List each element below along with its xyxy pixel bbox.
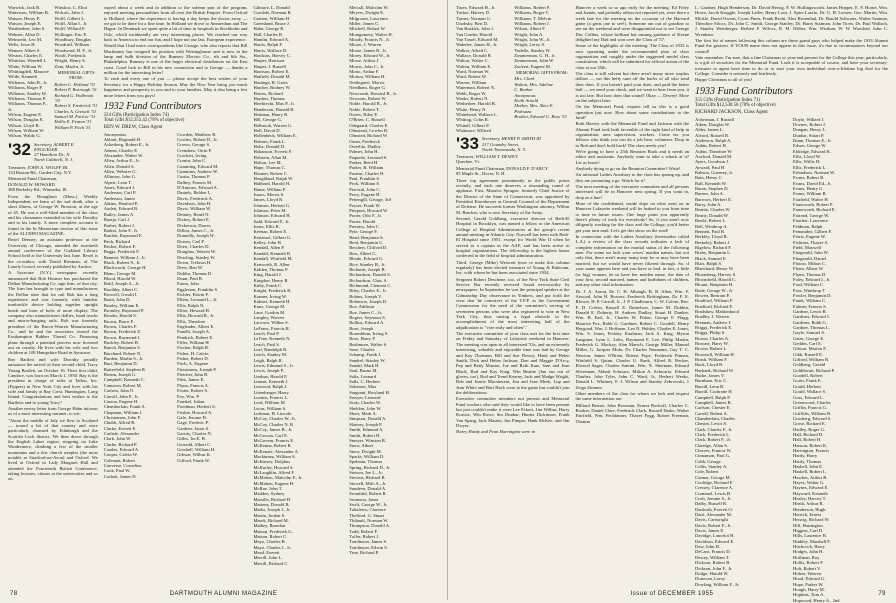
memorial-gifts-heading: MEMORIAL GIFTS FROM: <box>515 70 568 76</box>
class-note-paragraph: Both Harvey with the Memorial Fund and Jackson with the Alumni Fund took both favorable of the right kind of help in organization, area supervision, workers. Come on, you fellows who think you can do a job here, volunteer. Drop in to Bob and don't hold back! The class needs you! <box>575 121 690 148</box>
class-note-paragraph: An informal Ladies Auxiliary to the class has sprung up, and they are promoting a go. Watch for it! <box>575 172 690 183</box>
contributor-names: Doyle, Willard J. Dovnes, Robert J. Dungan, Henry L. Dunbar, Stuart P. Dunn, Thomas E., Jr. Edson, George W. Eldridge, Edward K. Ellis, Lloyd W. Ellis, Willis H. Ellis, Frederick L. Erlandson, Norman W. Evans, Robert B. Evans, David Ed., Jr. Evans, Henry G. Evans, William B. Fairfield, Walter H. Farnsworth, Robert P. Farnsworth, Richard E. Farrand, George W. Faucher, Lawrence Feldman, Ralph Fernandez, Gilbert F. Ferris, Eugene W. Fichiner, Thayer A. Field, Maxwell Fitzgerald, John W. Fitzgerald, Daniel Flotow, Milton C. Flynn, Albert W. Flynn, Thomas D. Foley, Edward J., Jr. Ford, William C. Foss, Winthrop T. Fowler, Benjamin D. Frank, William C. Fulmer, Francis S. Gardner, Lewis B. Gardiner, Edward J. Gardiner, Robb G. Gardner, Thomas L. Gayle, Samuel A. Gates, George E. Geddes, Carl E. Gibson, Marion F. Gibb, Russell E. Gifford, William B. Goldberg, Gerald Goldthwait, Richard P. Goodell, Robert Gorin, Frank E. Gould, Herbert Gould, Wallace S. Goss, Edward L. Greenwood, Charles Griffin, Francis G. Griffiths, William B. Grosberg, Edward S. Grose, Richard E. Hadley, Roger G. Hall, Richard D. Hall, Robert H. Hanson, Robert K. Harrington, Francis Hardy, Harry Hardy, Thomas Haskell, John E. Haskell, Robert L. Hawkes, Arthur B. Hayes, Walter G. Haynes, Edward E. Hayward, Kenneth Healey, Harvey T. Heath, Arthur B. Henderson, Hugh Herrick, Ernest Herzog, Richard W. Hill, Harrington Higgins, Carl D. Hills, Laurence H. Hinkley, Marshall F. Hitchcock, Harry Hodges, John H. Hoffman, Roy Hollis, Robert F. Holt, Robert V. Holzer, Warren Hood, Edward G. Hope, Parker W. Hough, Harry M. Hopkins, Tom A. Hopwood, Henry A., 2nd <box>793 116 840 603</box>
right-page <box>448 0 896 603</box>
class-treasurer: Treasurer, JOHN A. WOLFF JR. 134 Ruston Rd., Garden City, N.Y. <box>8 164 72 176</box>
class-note-paragraph: Third, George (Mike) Westcott (now to make this column regularly) has been elected treasurer of Young & Rubicam, Inc. with whom he has been associated since 1934. <box>456 259 570 276</box>
class-note-paragraph: Would that I had more correspondents like George, who also reports that Bill Mackinney has resigned his position with Westinghouse and is now in the lamp and bulb division of the Rumsey Electric Co., rth and 6th Sts., Philadelphia. Rumsey is one of the larger electrical distributors on the East coast. Good luck to Bill in his new connection and to George — thanks a million for the interesting letter! <box>103 43 248 76</box>
class-note-paragraph: Happy Christmas to all of you! <box>695 77 753 83</box>
magazine-title: DARTMOUTH ALUMNI MAGAZINE <box>169 591 278 597</box>
memorial-gifts-list: Mrs. Clark Walton, Mrs. Adeline C. Banker Anonymous Keith Arnold Mother, Mrs. Alice E. Pedrazza Brother, Edward G. Ross '33 <box>514 76 567 119</box>
left-column-4 <box>349 5 439 582</box>
class-note-paragraph: Harry Hardy and Fran Harrington were in <box>456 429 536 435</box>
memorial-gifts-heading: MEMORIAL GIFTS FROM: <box>57 70 95 81</box>
class-note-paragraph: Executive committee members not present and Memorial Fund workers who said they would like to have been present but just couldn't make it were Lee Eckert, Jim Wilbur, Harry Kravitz, Win Rowe, Stu Dunbar, Hunter Dickinson, Frank Van Spang, Jack Masten, Jim Pimper, Hank McKee, and Jim Dwyer. <box>456 396 570 428</box>
fund-contributors-subtitle: 334 Gifts (Participation Index 74) Total Gifts $12,353.42 (78% of objective) <box>103 112 185 124</box>
right-column-2 <box>576 5 690 582</box>
class-note-paragraph: The next meeting of the executive committee and all persons interested will be in Hanover next spring. If you want in, drop us a line! <box>575 184 690 200</box>
class-note-paragraph: Hilliard Berner, John Bowman, Ernest Bockoff, Charles C. Booker, Daniel Clare, Frederick Clark, Russell Drake, Walter Fairfield, Wm. Fechbinner, Thayer Fogg, Robert Freeman, Thomas <box>575 402 690 424</box>
contributor-names: Warwick, Jack B. Watterson, William B. Watson, Henry P. Watson, Joseph E. Weatherbee, John S. Webster, Allan D. Weinstein, Leo M. Wells, Jesse H. Wenner, Albert S. Weston, Charles E. Whitcher, Wendell J. White, William W. Whittingdell, Maurice Wilde, Kenneth Williams, John B., Jr. Williams, Roger P. Williams, Stanley W. Williams, Thomas P. Williams, Thomas P., Jr. Wilson, Eugene E. Wilson, Douglas E. Wilson, Lloyd B. Wilson, William W. Wilson, Waldo G. <box>8 5 49 139</box>
contributor-names: Anonymous Abbott, Reginald H. Ackerberg, Robert E., Jr. Adams, Charles E. Alexander, Walter W. Allen, Arthur E., Jr. Allen, Donald S. Allen, Webster G. Allinson, John G. Alpert, Leon T. Ames, Edward J. Anderson, Carl P. Anderson, James Atkins, Hanford E. Audett, Edward B. Bailey, James A. Baraja, Carl J. Barber, Robert J. Barker, John F., Jr. Bartlett, Raymond F. Beck, Richard Becker, Robert P. Beggs, Frederick F. Bennett, William J., Jr. Black, Robert S., Jr. Blackworth, George H. Blanc, George M. Blood, Harold W. Bold, Joseph A., Jr. Boothby, Albert C. Boswell, Gerald I. Boutt, John D. Brinley, William E. Bromley, Raymond P. Brooks, Harold S. Brown, Brace F. Brown, Charles F. Brown, Frederick E. Brown, Raymond J. Buckley, Robert B. Bunch, Benjamin S. Burchard, Robert N. Burden, Marlin S., Jr. Burt, Benjamin D. Butterfield, Stephen R. Bream, Joseph G. Campbell, Kenneth C. Cameron, Robert M. Carlsen, John O. Carroll, John F., Jr. Carson, Eugene H. Chamberlain, Frank A. Chapman, William J. Christensen, John F. Chubb, Alfred R. Clarke, Everett E. Carlisle, Alexander Clark, John W. Clarke, Richard P. Coades, Edward A. Cooper, Calvin W. Coleman, Robert Converse, Cornelius Cook, Paul W. Corbett, James D. <box>103 131 150 479</box>
class-note-paragraph: Another newsy letter from George Hahn informs us of a most interesting summer, to wit: <box>8 405 98 417</box>
class-note-paragraph: A Syracuse (N.Y.) newspaper recently announced that Bob Hosmer has purchased the Delbar Manufacturing Co. sign firm, of that city. The firm has brought in type and manufactures the Delbar shoe that for rail Bob has a long experience and was formerly with familiar turnbuckle device holding together upright heads and base of bolts of more display. The company also manufactures dollies, hand trucks and mirror-hanging rails. Bob was formerly president of the Bacco-Warren Manufacturing Co., and he and his associates owned the Easthampton Rubber Thread Co. Financing plans through a patented process now licensed out on royalty. He lives with his wife and two children at 108 Hampshire Road in Syracuse. <box>8 270 98 356</box>
class-heading <box>8 139 98 163</box>
fund-contributors-title: 1933 Fund Contributors <box>695 85 793 97</box>
contributor-names: Winslow, C. Eliot Wolcott, John J. Wolff, Gilbert L. Wolff, Allan I., Jr. Wolff, Willard F. Wollinger, Eric E. Woodbury, Douglas Woodruff, William Woodward, H. F., Jr. Woolf, Frederick Wright, Henry S. Zinn, Martin, Jr. <box>54 5 93 69</box>
right-column-1 <box>456 5 570 582</box>
page-number: 79 <box>878 591 886 597</box>
class-note-paragraph: We're going to have a 25th Reunion Book and it needs an editor and assistants. Anybody want to take a whack at it? Let us know! <box>575 148 690 165</box>
class-note-paragraph: From the Broughton (Mass.) Weekly Independent we learn of the sad death, after a short illness, of George W. Broxton, at the age of 45. He was a well-liked member of the class and his classmates extended to his wife Dorothy and to his family. A more complete account is found in the In Memoriam section of this issue of the ALUMNI MAGAZINE. <box>8 193 98 236</box>
class-secretary: Secretary, HENRY P. SMITH III 217 Goundry Street, North Tonawanda, N. Y. <box>481 136 541 152</box>
contributor-names: Gilmore, L. Donald Goodale, Norman B. Gratton, William H. Greenland, Bruce J. Hahn, George R. Hall, Charles R. Hamlin, Edward A. Harris, Ralph F. Harris, Wallace D. Hawkins, Harvey C. Harper, Harrison Harper, J. Russell Harrison, Robert E. Hatfield, Donald M. Hastings, R. Gates Hatcher, Rodney W. Hawes, Richard Hayden, Thomas Herrbrecht, Max P., Jr. Henderson, Donald B. Heitman, Henry R. Hill, George G. Holbrook, Warren G. Holl, David D. Hollenbeck, William E. Holmes, Frank L. Holtz, Donald D. Hokanson, Everett F. Holstein, Allan M. Holton, Lee M. Hope, Thomas C. Hosmer, Robert C. Houghland, Ralph W. Hubbard, Harold H. Hume, William F. Isaacs, Morris S. James, Lloyd R. Johnson, Herbert G. Johnson, Peter M. Johnson, Edward H. Judd, Edward F., Jr. Jones, Ellis B. Keenan, Robert E. Keitzmol, Gilbert G. Kelley, John H. Kendall, Allen P. Kendall, Kenneth R. Kendall, Winfield M. Kenworth, R. Allen Kidden, Thomas F. King, Harold J. Kingdon, Henry R. Kirby, Frank C. Knight, Frederick R. Kramer, Irving W. Kuhner, Kenneth H. Kunz, George M. Lane, Gordon M. Langley, Warren Larrowe, Wilbur S. LeFranc, Francis R. Leach, Paul P. LaVine, Kenneth N. Leach, Paul S. Leaf, Randolph R. Leach, Stanley M. Leigh, Ralph R. Lewis, Edmund S., Jr. Lewis, Joseph P. Lindsay, Harold F. Linnan, Kenneth J. Linwood, Ralph J. Littenberger, Harry Loomis, Francis L. Lord, William M. Lucas, William S. Luftman, H. Lincoln McCoy, Charles W., Jr. McCoy, Charles N. R. McCoy, James B., Jr. McGowan, Carl E. McGovern, Francis E. McKenna, Robert B. McKenzie, Alexander A. Mackinney, William S. McKinsey, Dolphus McKinley, Howard S. McLaughlin, Alfred F. McMahon, Malcolm F., Jr. McMahon, Eugene H. McRae, John T. Madden, Sydney Marsille, Richard H. Martens, Donald B. Marks, Joseph J., Jr. Martin, Jordan S. Masek, Richard M. Mathey, Brandon Matson, Frederick G. Matson, Robert C. Mayo, Charles B. Mayo, Charles J., Jr. Mead, Everett Merrill, John L. Merrill, Richard C. <box>253 5 303 566</box>
class-note-paragraph: The first list of names following this column are those grand guys who helped make the 1933 Alumni Fund the greatest. If YOUR name does not appear in this issue, it's due to circumstances beyond our control! <box>695 38 888 54</box>
class-note-paragraph: Rexel Denney, an assistant professor at the University of Chicago, attended the twentieth annual conference of the Goddard Library School held at the University last June. Rexel is the co-author, with David Riesman, of The Lonely Crowd, recently published by Anchor. <box>8 237 98 269</box>
class-note-paragraph: Vale remember, I'm sure, that a fine Christmas or year-end present for the College this year, particularly, is a gift of securities for the Memorial Fund. Look it is acceptable of course, and have your secretary-treasurer or agent have time to do or to start your own individual over-a-lifetime big deal for the College. Consider it seriously and fearlessly. <box>695 55 888 77</box>
class-note-paragraph: Hanover a week or so ago early for the meeting. Ed Foley and Jonnie, and probably others not reported yet, were there a week late for the meeting on the occasion of the Harvard game (a great one to see!). Someone ran out of gasoline to see on the weekend and were disappointed not to see George Doc Collins, whose brilliant but unsung guidance of Keene delighted my Dad and won over the Class of '57. <box>575 5 690 43</box>
class-note-paragraph: Ray Bartlett and wife Dorothy proudly announce the arrival of their second child, Tracy Young Bartlett, on October 16. Their first child, Candace, was born on March 1, 1950. Ray is the president in charge of sales at Tallon, Inc. (Fippers) in New York City and lives with his wife and family at Bay Crest, Huntington, Long Island. Congratulations and best wishes to the Bartletts and to young Tracy! <box>8 356 98 405</box>
class-note-paragraph: L. Gardner, Hugh Henderson, Dr. David Hersig, F. W. Hollingsworth, James Hopper, E. F. Horne, Wm. Howe, Jacob Kruggle, Joseph Laffer, Henry Loos, J. Spire Laszlo, Dr. G. H. Loesen, Geo. Martin, Wm. Mickle, David Owens, Cyrus Pines, Frank Recht, Alex Rosenthal, Dr. Harold Schwartz, Walter Seaman, Theodore Silcox, Dr. John C. Smith, George Stanley, Dr. Harry Suttman, John Ticen, Dr. Paul Wallach, J. Stanley Weinberger, Herbert F. Wilcox, R. M. Wilber, Wm. Wisdom, W. W. Woodard, John C. Wrenham. <box>695 5 888 37</box>
class-note-paragraph: On the Memorial Fund, experts tell us this is a good operation just now. How about some contributions to the fund? <box>575 104 690 120</box>
left-column-1 <box>8 5 98 582</box>
class-note-paragraph: The executive committee of your class met for the first time on Friday and Saturday of Lafayette weekend in Hanover. The meeting was open to all interested '33s, and an extremely interesting, valuable and enjoyable time was had by George and Kay Thornton, Bill and Sue Dewey, Hank and Helen Smith, Dick and Helen Jackson, Don and Maggie D'Arcy, Pep and Betty Matson, Joe and Roth Katz, Sam and Jean Black, Bud and Kay King, Win Beattie (Jan ran out of gloves, too), Rod and Trend Kearny, Jack and Madge Wright, Bob and Jeanie Macsherent, Jim and Jean Meek, Lup and Jean White and Burt Hack were at the game but couldn't join the deliberations. <box>456 331 570 395</box>
class-note-paragraph: To each and every one of you — please accept the best wishes of your Secretary for a Happy Holiday Season. May the New Year bring you much happiness and prosperity to you and to your families. May it also bring a few more letters from you guys! <box>103 76 248 98</box>
class-note-paragraph: The class is still solvent but there aren't many more surplus dollars — cut this hefty sum off the backs of all who send their dues. If you haven't paid your dues, and paid the better half — we need your check, and we want to hear from you, it is too late. But how does that sound? Okay — Dewey! More on the subject later. <box>575 71 690 103</box>
class-agent: BEN W. DREW, Class Agent <box>103 124 163 130</box>
left-page <box>0 0 448 600</box>
class-note-paragraph: Anybody dying to go on the Reunion Committee? Write! <box>575 165 681 171</box>
class-year: '33 <box>456 134 479 154</box>
class-note-paragraph: Three top agreement prominently in the public prints recently, and each one deserves a resounding round of applause. First, Maurice Sprague, formerly Chief Justice of the District of the State of Connecticut, was appointed by President Eisenhower as General Counsel of the Department of Defense. He succeeds former Washington attorney, Wilbur M. Brucker, who is now Secretary of the Army. <box>456 177 570 215</box>
left-column-3 <box>253 5 343 582</box>
name-list-columns <box>8 5 98 139</box>
memorial-fund-chairman: Memorial Fund Chairman, DONALD F. D'ARCY 85 Maple St., Dover, N. H. <box>456 165 549 177</box>
class-note-paragraph: Dr. J. A. Aaron, Dr. C. H. Albaugh, B. B. Allen, Wm. F. Atwood, John H. Bowers, Frederick Brittingham, Dr. F. E. Blower, H. P. Carroll, Jr., J. P. Chadbourn, C. W. Colvin, Rev. F. D. Colvin, Russell E. Danielson, James M. Dobbin, Donald E. Doherty, H. Andrew Dudley, Stuart H. Dunker, Wm. B. Earl, Jr., Charles W. Fisher, George F. Flagg, Maurice Fox, Robb G. Gardiner, Robert C. Goodell, Henry Heygood, Wm. J. Hoffman, Leo N. Hubley, Charles E. Jones, Wm. S. Jones, Feriday Kaufman, Jack A. King, Myron Langsner, Lynn L. Lebo, Raymond E. Lee, Philip Martin, Frederick G. Mackay, Alan Marsch, George Miller, Manuel Miller, G. Jacques Mohr, Dr. Charles Neumann, Guy T. C. Newton, James O'Brien, Robert Pope, Frederick Pitman, Winfield S. Quinn, Charles U. Rank, Alfred R. Recker, Elwood Sager, Charles Santini, Wm. N. Sherman, Edward Silverman, Abbott Schwarz, Milton A. Schwartz, Edward Thurber, John Tyler, John C. Ward, Jr., Herbert Weeks, Donald L. Whitney, F. J. Wilson and Stanley Zebrowski, 1 Zeiga Zimmer. <box>575 288 690 390</box>
class-secretary: Secretary, ALBERT E. ENGGELER 27 Hamilton Dr., N. North Caldwell, N. J. <box>33 141 75 163</box>
class-note-paragraph: Sergeant Robert Deschene, too, of the New York State Civil Service Bar recently received found newsworthy by newspapers. In September he was the principal speaker at the Gilmanship Day observance in Yonkers, and put forth the view that 'he conceives of the V.F.P. as the Government Commission for the need of the committee's serving of seventeen persons who were also registered to vote in New York City, thus raising a legal obstacle to the accomplishment of the most interesting half of the adjudication to "vote early and often".' <box>456 276 570 330</box>
page-number: 78 <box>10 591 18 597</box>
class-year: '32 <box>8 139 31 159</box>
fund-contributors-subtitle: 355 Gifts (Participation Index 71) Total Gifts $12,530.56 (78% of objective) <box>695 97 776 109</box>
class-note-paragraph: More of the confidential, inside dope on what went on in Hanover Lafayette weekend will be leaked to you from time to time in future issues. One large point you apparently there's plenty of work for everybody! So, if you aren't now diligently working for the class and the College, you'd better get your turn mail. Let's get this show on the road! <box>575 201 690 233</box>
name-list-columns <box>104 132 248 479</box>
class-treasurer: Treasurer, WILLIAM T. DEWEY Quechee, Vt. <box>456 154 519 165</box>
contributor-names: Metcalf, Malcolm W. Meyers, Dwight E. Milgroom, Lawrence Miller, James C. Mitchell, Robert W. Montgomery, Walter H. Moody, Francis N., Jr. Moore, J. Warren Moore, James B., Jr. Morey, Edward W., Jr. Morse, Arthur J. Morris, John C., Jr. Motto, Arthur F. Motton, William H. Nettlegreet, Morris Needham, Roger G. Newcomb, Howard B., Jr. Newsom, Robert W. Noble, Harold B., Jr. Noble, Robert T. Noves, Riley E. O'Brien, C. Russell Odegaard, Charles E. Olmstead, Cowles B. Olmsted, Richard W. Osner, Frederick Osterlitz, Dudley Palmer, John H. Paquette, Leonard S. Parker, Reed H. Parker, R. William Pasteur, Charles H. Paul, Franklin S. Peck, William E. Percival, John C. Perry, Eugene H. Pettengill, George, 3rd Peyser, Frank W. Pierpont, Howard W. Porter, Orlo F., Jr. Porter, Harold Prentiss, John C. Pyle, George F. Read, Benjamin S. Reid, Benjamin C. Reichert, Clifford D. Reis, Albert C. Rhode, Edward G. Rice, Stanley B., Jr. Richards, Joseph B. Richardson, Donald S. Richardson, Chas. S. Richmond, Clement C. Riley, Charles E., Jr. Robins, Joseph V. Robinson, Joseph D. Roe, Addison Roe, James C., Jr. Rogers, Seymour S. Rollins, Edward A. Rose, Joseph Rosenblum, Irving S. Ross, Harry P. Rushmore, Walter S. Saxe, Charles Schamp, Frank J. Sandrel, Stanley W. Sandal, Mark H. Saul, Bruno M. Saltz, Leonard Salls, C. Herbert Salomon, Max Sargeant, Howland H. Sawyer, Leonard Scott, Charles W. Sheldon, John W. Short, Mark A. Simpson, Donald A. Slattery, Joseph P. Smith, Edmund A. Smith, Robert H. Smeyer, Winston B. Snow, Albert Snow, Dwight M. Sparks, William D. Spelman, Thomas Spring, Richard D., Jr. Stetson, Joe L., Jr. Stevens, Richard B. Stowell, Milo A., Jr. Sundeen, Donald A. Swanhild, Robert R. Swanson, Jonas Swift, George W., Jr. Taliaferro, Clarence Thelford, G. Stuart Thibault, Norman W. Thompson, Donald A. Todd, Robert F. Toffer, Robert J. Tomlinson, James S. Tomlinson, Edwin S. True, Richard P. <box>349 5 398 556</box>
name-list-columns <box>695 117 888 603</box>
contributor-names: Williams, Robert P. Williams, Roger T. Williams, T. Melvin Williams, Robert J. Wilson, Albert F. Wright, John A. Wright, John W., Jr. Wright, Leroy S. Yudelle, Stanley W. Zimmerman, G. H., Jr. Zimmerman, John W. Zuckert, Eugene M. <box>514 5 556 69</box>
name-list-columns <box>456 5 570 133</box>
left-column-2 <box>104 5 248 582</box>
contributor-names: Truex, Edward H., Jr. Tucker, Harvey D. Turner, Norman G. Unobsky, Bert D. Van Buskirk, John J. Van Gorder, Harold Van Tassel, Edward M. Wakelee, James H., Jr. Walker, Alfred C. Wallace, Donald B. Walton, Walter C. Walton, William E. Ward, Norman W. Ward, Robert W. Warren, William Waterman, Robert N. Webb, Roger W. Weeks, Robert N. Wetherbee, Harold B. White, Henry N. Whitehead, Wallace L. Whiting, Colin R. Whitall, Gilbert P. Whitmore, Wilfred <box>456 5 499 133</box>
contributor-names: Cowden, Matthew B. Cowles, Robert D., Jr. Crown, George S. Crenshaw, Orrin F. Crockett, Irving Cronin, John C. Cumming, Edward M. Cummins, Andrew W. Curtin, Thomas P. Dalbey, Francis M. D'Amours, Edward A. Daniels, Belden L. Davis, Frederick A. Davidson, John H. Davis, William W. Denney, Reuel N. Dickey, Robert E. Dickerson, Dawes Dillon, James C., Jr. Donnelly, Joseph W. Dorsey, Carl F. Doerr, Charles D. Douglass, Warren W. Dowling, Stanley W. Down, Trelawn H. Drew, Ben W. Dublin, Thomas D. Dunn, Paul R. Eaton, John Eggleston, Franklin S. Eichler, Edwin F. Ellem, Leonard L., Jr. Ellis, Ralph N. Elliot, Howard H. Ellis, Howard R., Jr. Ellis, Theodore Engleader, Albert E. Fanelli, Joseph A. Fendrich, Robert E. Fifler, William H. Fischer, Ralph B. Fisher, H. Calvin Fisher, Robert D. Fitch, A. Eugene Fitzsimons, Joseph P. Fletcher, John B. Flint, James E. Flynn, Francis A. Foster, Robert S. Foy, Wm. P. Frankel, Julian Friedman, Herbert S. Frisbie, Howard A. Gale, Jerome H. Gage, Frederic P. Gardner, Jason S. Garrity, Charles N. Gilles, Ira E. B. Gerould, Albert C. Getchell, William H. Gibson, Wilbur K. Gifford, Frank W. <box>177 131 219 463</box>
class-note-paragraph: Second, Gerald Goldberg, executive director of Beth-El Hospital in Brooklyn, was named a fellow in the American College of Hospital Administrators at the group's recent annual meeting in Atlantic City. Norwell has been with Beth-El Hospital since 1951, except for World War II when he served as a captain in the AAF, and has been active in hospital organizations. The fellowship is the highest honor conferred in the field of hospital administration. <box>456 215 570 259</box>
class-note-paragraph: In connection with the Ladies Auxiliary (hereinafter called L.A.) a review of the class records indicates a lack of complete information on the marital status of the following men. For some we lack your wives' maiden names, but not only that, there aren't many many may be or may have been married, but we would have never filtered through. So, if your name appears here and you have or had, in fact, a little (or big) woman, let us have her maiden name, the date of your first, second married, names and birthdates of children, and any other vital information: <box>575 234 690 288</box>
class-note-paragraph: "About the middle of July we flew to Scotland — toured a bit of that country and were particularly charmed by Edinburgh and the Scottish Loch district. We then drove through the English Lakes region, stopping on Lake Windermere, climbing a few of the smaller mountains and a few church steeples (the most notable at Stratford-on-Avon) and Oxford. We lived at Oxford in Lady Margaret Hall and attended the Fourteenth British Conference, taking lectures, classes at the universities and so on. <box>8 417 98 482</box>
issue-date: Issue of DECEMBER 1955 <box>630 591 714 597</box>
class-note-paragraph: Other members of the class for whom we lack and request the same information are: <box>575 391 690 402</box>
class-note-paragraph: stayed about a week and in addition to the solemn part of the program, enjoyed meeting personalities from all over the British Empire. From Oxford to Holland, where the experience is having a day keeps the doctor away — we got to be there for a fine time. In Holland we drove to Amsterdam and The Hague. In Denmark we spent quite a bit of time in hospitals in Stockholm and Oslo, which incidentally are very interesting places. We reached our way back to America to end our fun, and I hope not our last, European experience. <box>103 5 248 43</box>
class-heading <box>456 136 570 152</box>
class-note-paragraph: Some of the highlights of the meeting: The Class of 1933 is now operating under the recommended plan of class organization and roughly under the suggested model class constitution, which will be submitted for official action of the class at our 25th. <box>575 43 690 70</box>
contributor-names: Ackerman, J. Russell Aiken, Douglas W. Alder, James L. Alvord, Russell R. Anderson, Ralph A. Aubin, Robert H. Aubin, Theodore W. Axelrod, Donald M. Ayers, Goodwin J. Ayward, Paul H. Babson, Guerney, Jr. Bain, Henry C. Ball, Kenneth W. Baran, Stephen D. Barnes, John A. Barrows, Herbert E. Barry, John A. Beattie, Charles W. Beatty, Donald W. Beede, Robert L. Bell, Winthrop A. Bennett, Paul B. Berkley, Lloyd R. Berkeley, Robert J. Bigelow, Richard F. Bixby, Benjamin L. Black, Samuel E. Blair, Ralph S. Blanchard, Henry W. Bloomberg, Harvey S. Bloomfield, Harold C. Blount, Benjamin H. Bode, George W., Jr. Bowen, Bertram P. Bradford, William F. Bradford, Richard F. Bradshaw, Mahlonhood Bradley, J. Warren Brennan, Andrew J. Briggs, Frederick E. Briggs, Philip S. Brown, Charles A. Browne, Harry W. Brown, Robert L. Brownell, William H. Brush, William F. Buck, Lloyd R. Burbank, Richard W. Burke, James V. Burnham, Eric C. Burrill, Leon B. Burrill, Cochrane H. Campbell, Ralph P. Camphell, James R. Carlson, Chester E. Carrell, Robert A. Chamberlain, Charles Chester, Lewis S. Clark, Charles F., Jr. Clark, Frederick L. Clark, Robert F., Jr. Claridge, Allan S. Cleaves, Francis W. Cinnamon, Paul G. Cobb, George Collis, Stanley A. Cole, Robert Connor, George M. Coolidge, Richard F. Cressey, Clarence A. Crummel, Lewis B. Croft, Jerome S., Jr. Dalby, Russell B. Danforth, Everett O. Dartt, Alexander M. Davis, Cartwright Davis, Robert F., Jr. Davis, James E. Davidge, Lancelot H. Davidson, Edward E. Daw, John H. DeCaro, Francis D. Dewey, William T. Dickson, Robert B. Dickson, John F., Jr. Dodge, Harold W. Donovan, Leroy Dowling, William F., Jr. <box>695 116 740 587</box>
memorial-fund-chairman: Memorial Fund Chairman, DONALD W. HOWARD 388 Berkeley Rd., Winnetka, Ill. <box>8 176 68 193</box>
fund-contributors-title: 1932 Fund Contributors <box>103 100 202 112</box>
class-agent: RICHARD JACKSON, Class Agent <box>695 109 768 115</box>
memorial-gifts-list: Robert C. Holland '31 Robert F. Burrough '31 Richard G. Holbrook '33 Robert S. Frederick '31 Charles A. Gretsch '31 Samuel M. Farlow '31 Hollis E. Fenton '31 William P. Fitch '31 <box>54 81 98 130</box>
